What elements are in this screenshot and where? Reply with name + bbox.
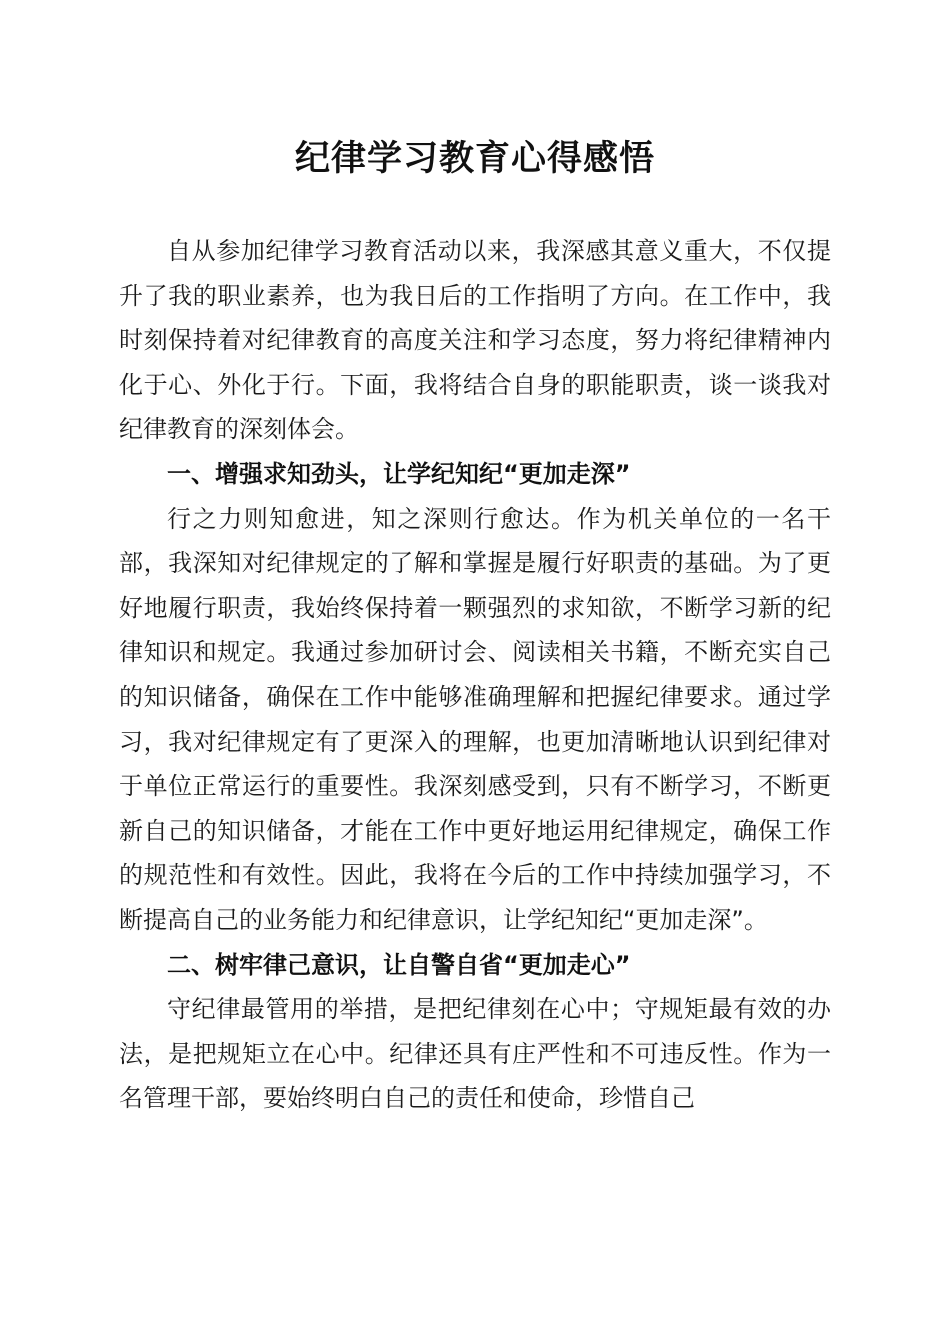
intro-paragraph: 自从参加纪律学习教育活动以来，我深感其意义重大，不仅提升了我的职业素养，也为我日后的工作指明了方向。在工作中，我时刻保持着对纪律教育的高度关注和学习态度，努力将纪律精神内化于心、外化于行。下面，我将结合自身的职能职责，谈一谈我对纪律教育的深刻体会。 [119,237,831,444]
section-1-heading: 一、增强求知劲头，让学纪知纪“更加走深” [167,459,631,488]
section-1-paragraph: 行之力则知愈进，知之深则行愈达。作为机关单位的一名干部，我深知对纪律规定的了解和掌握是履行好职责的基础。为了更好地履行职责，我始终保持着一颗强烈的求知欲，不断学习新的纪律知识和规定。我通过参加研讨会、阅读相关书籍，不断充实自己的知识储备，确保在工作中能够准确理解和把握纪律要求。通过学习，我对纪律规定有了更深入的理解，也更加清晰地认识到纪律对于单位正常运行的重要性。我深刻感受到，只有不断学习，不断更新自己的知识储备，才能在工作中更好地运用纪律规定，确保工作的规范性和有效性。因此，我将在今后的工作中持续加强学习，不断提高自己的业务能力和纪律意识，让学纪知纪“更加走深”。 [119,504,831,934]
section-2-paragraph: 守纪律最管用的举措，是把纪律刻在心中；守规矩最有效的办法，是把规矩立在心中。纪律还具有庄严性和不可违反性。作为一名管理干部，要始终明白自己的责任和使命，珍惜自己 [119,995,831,1113]
section-2-heading: 二、树牢律己意识，让自警自省“更加走心” [167,950,631,979]
document-body [119,229,831,1121]
page-title: 纪律学习教育心得感悟 [294,138,655,179]
